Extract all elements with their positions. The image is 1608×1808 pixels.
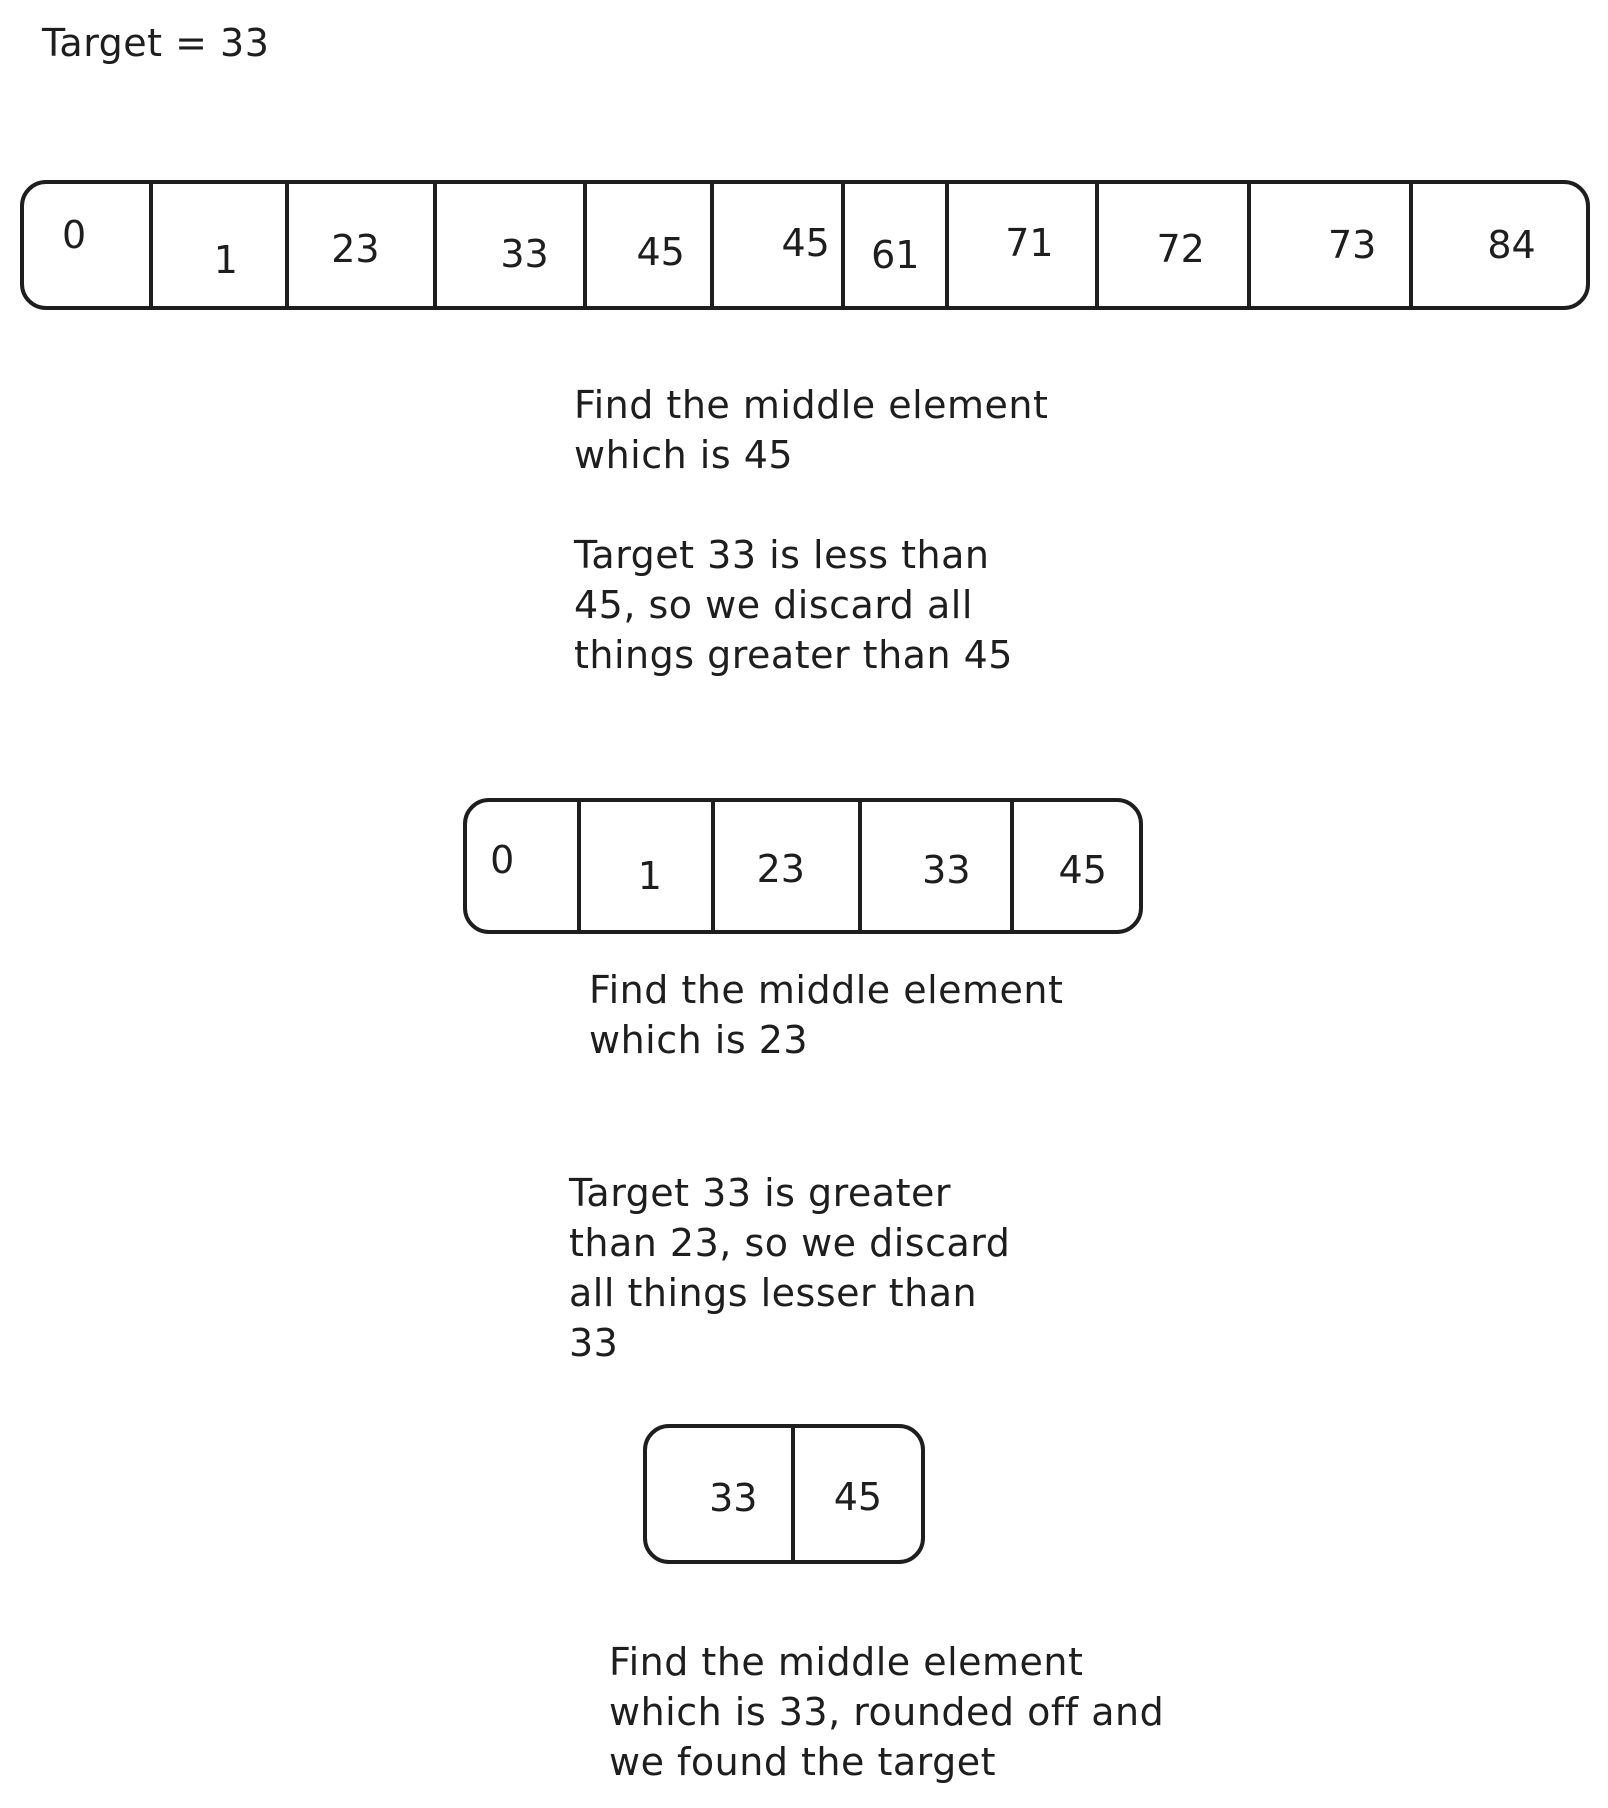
note-discard-lesser (569, 1168, 1010, 1368)
array-cell (647, 1428, 795, 1560)
array-cell-value: 1 (213, 237, 238, 282)
note-line: which is 23 (589, 1018, 809, 1062)
array-cell-value: 45 (1058, 847, 1107, 892)
note-line: 33 (569, 1321, 619, 1365)
array-cell-value: 33 (709, 1475, 758, 1520)
note-line: all things lesser than (569, 1271, 978, 1315)
note-line: Find the middle element (589, 968, 1064, 1012)
note-line: than 23, so we discard (569, 1221, 1011, 1265)
note-line: Find the middle element (609, 1640, 1084, 1684)
array-cell (581, 802, 715, 930)
array-step-2 (463, 798, 1143, 934)
note-middle-element-23 (589, 965, 1063, 1065)
array-cell (714, 184, 846, 306)
array-cell-value: 0 (490, 837, 515, 882)
note-middle-element-45 (574, 380, 1048, 480)
array-cell-value: 72 (1156, 226, 1205, 271)
array-cell-value: 45 (781, 220, 830, 265)
array-cell (1251, 184, 1413, 306)
array-cell (153, 184, 289, 306)
array-cell (24, 184, 153, 306)
note-line: 45, so we discard all (574, 583, 973, 627)
array-step-3 (643, 1424, 925, 1564)
array-cell (1099, 184, 1251, 306)
note-line: which is 45 (574, 433, 794, 477)
array-cell-value: 0 (61, 213, 87, 258)
note-line: Target 33 is greater (569, 1171, 951, 1215)
array-cell (795, 1428, 921, 1560)
array-cell (437, 184, 587, 306)
array-cell (1014, 802, 1139, 930)
array-cell-value: 73 (1328, 223, 1377, 267)
array-cell (715, 802, 862, 930)
array-cell-value: 45 (636, 230, 685, 275)
array-cell (845, 184, 949, 306)
array-cell-value: 45 (833, 1474, 883, 1519)
note-line: Target 33 is less than (574, 533, 990, 577)
array-cell-value: 33 (500, 231, 549, 276)
array-cell-value: 23 (331, 226, 380, 271)
array-cell (289, 184, 437, 306)
array-cell-value: 33 (922, 847, 971, 892)
array-cell-value: 1 (637, 854, 662, 899)
target-label-text: Target = 33 (42, 21, 270, 65)
array-step-1 (20, 180, 1590, 310)
array-cell (949, 184, 1099, 306)
note-found-target (609, 1637, 1164, 1787)
array-cell-value: 61 (871, 232, 920, 277)
array-cell-value: 23 (756, 846, 805, 891)
note-discard-greater (574, 530, 1013, 680)
note-line: things greater than 45 (574, 633, 1013, 677)
array-cell (1413, 184, 1586, 306)
array-cell (467, 802, 581, 930)
array-cell (587, 184, 714, 306)
note-line: we found the target (609, 1740, 997, 1784)
array-cell-value: 84 (1487, 223, 1536, 267)
array-cell-value: 71 (1005, 220, 1054, 265)
note-line: Find the middle element (574, 383, 1049, 427)
note-line: which is 33, rounded off and (609, 1690, 1165, 1734)
target-label (42, 18, 269, 68)
array-cell (862, 802, 1014, 930)
